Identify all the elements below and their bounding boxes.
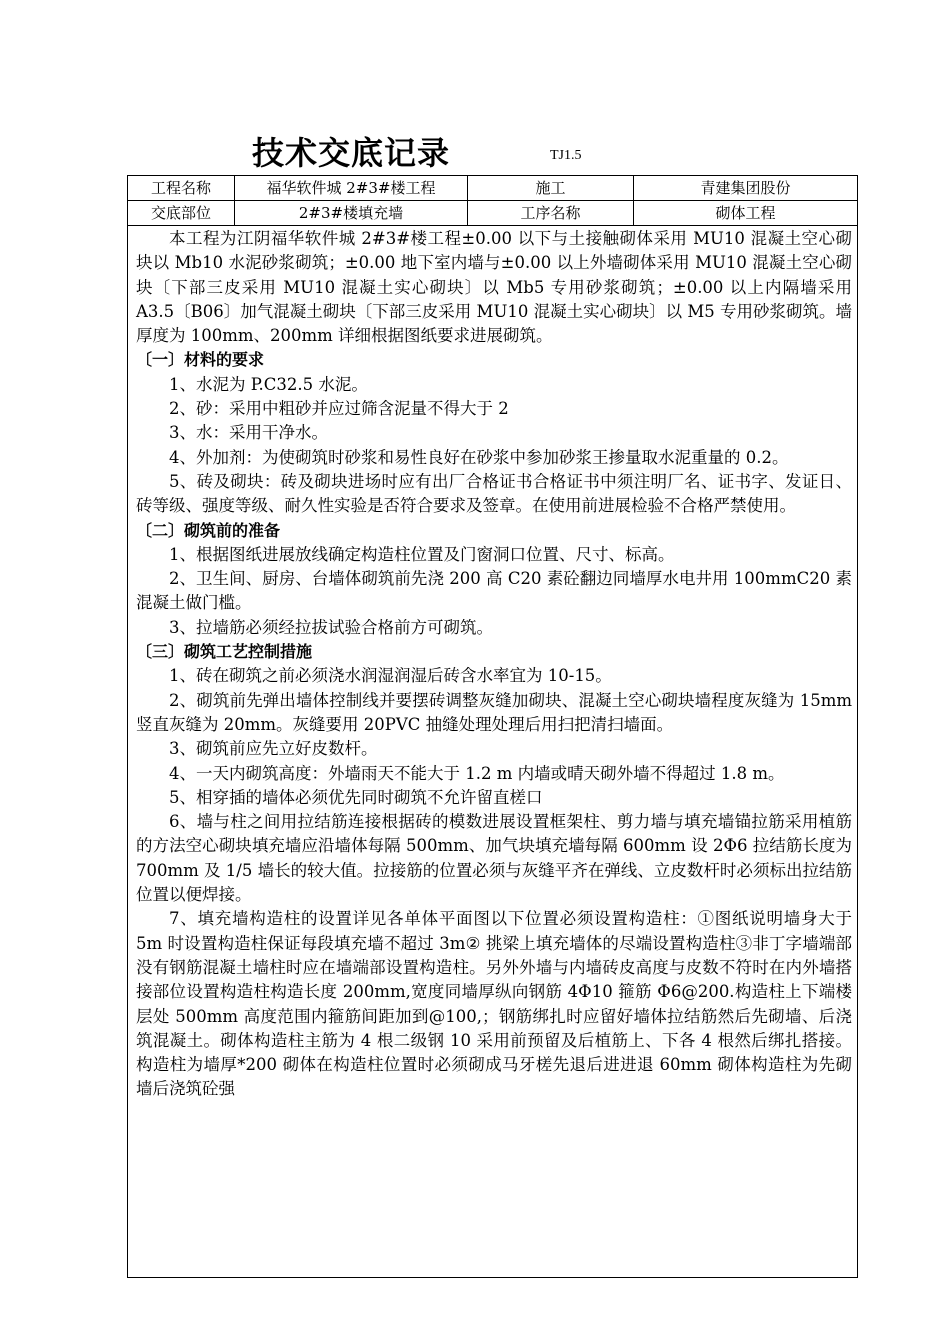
value-disclosure-part: 2#3#楼填充墙 [235, 201, 468, 225]
paragraph: 2、砌筑前先弹出墙体控制线并要摆砖调整灰缝加砌块、混凝土空心砌块墙程度灰缝为 15mm 竖直灰缝为 20mm。灰缝要用 20PVC 抽缝处理处理后用扫把清扫墙面。 [136, 690, 852, 734]
paragraph: 6、墙与柱之间用拉结筋连接根据砖的模数进展设置框架柱、剪力墙与填充墙锚拉筋采用植筋的方法空心砌块填充墙应沿墙体每隔 500mm、加气块填充墙每隔 600mm 设 2Φ6 拉结筋长度为 700mm 及 1/5 墙长的较大值。拉接筋的位置必须与灰缝平齐在弹线、立皮数杆时必须标出拉结筋位置以便焊接。 [136, 812, 852, 905]
table-row-project [128, 176, 857, 201]
section-title-process-control: 〔三〕砌筑工艺控制措施 [136, 642, 313, 662]
paragraph: 5、相穿插的墙体必须优先同时砌筑不允许留直槎口 [169, 787, 543, 807]
paragraph: 1、水泥为 P.C32.5 水泥。 [169, 374, 368, 394]
paragraph: 3、水：采用干净水。 [169, 423, 328, 443]
paragraph: 7、填充墙构造柱的设置详见各单体平面图以下位置必须设置构造柱：①图纸说明墙身大于 5m 时设置构造柱保证每段填充墙不超过 3m② 挑梁上填充墙体的尽端设置构造柱③非丁字墙端部没有钢筋混凝土墙柱时应在墙端部设置构造柱。另外外墙与内墙砖皮高度与皮数不符时在内外墙搭接部位设置构造柱构造长度 200mm,宽度同墙厚纵向钢筋 4Φ10 箍筋 Φ6@200.构造柱上下端楼层处 500mm 高度范围内箍筋间距加到@100,；钢筋绑扎时应留好墙体拉结筋然后先砌墙、后浇筑混凝土。砌体构造柱主筋为 4 根二级钢 10 采用前预留及后植筋上、下各 4 根然后绑扎搭接。构造柱为墙厚*200 砌体在构造柱位置时必须砌成马牙槎先退后进进退 60mm 砌体构造柱为先砌墙后浇筑砼强 [136, 909, 852, 1099]
paragraph: 1、砖在砌筑之前必须浇水润湿润湿后砖含水率宜为 10-15。 [169, 666, 612, 686]
paragraph: 4、一天内砌筑高度：外墙雨天不能大于 1.2 m 内墙或晴天砌外墙不得超过 1.8 m。 [169, 763, 785, 783]
paragraph: 2、卫生间、厨房、台墙体砌筑前先浇 200 高 C20 素砼翻边同墙厚水电井用 100mmC20 素混凝土做门槛。 [136, 569, 852, 613]
paragraph: 3、拉墙筋必须经拉拔试验合格前方可砌筑。 [169, 617, 493, 637]
paragraph: 5、砖及砌块：砖及砌块进场时应有出厂合格证书合格证书中须注明厂名、证书字、发证日、砖等级、强度等级、耐久性实验是否符合要求及签章。在使用前进展检验不合格严禁使用。 [136, 471, 852, 516]
paragraph: 3、砌筑前应先立好皮数杆。 [169, 739, 378, 759]
section-title-materials: 〔一〕材料的要求 [136, 350, 265, 370]
paragraph: 2、砂：采用中粗砂并应过筛含泥量不得大于 2 [169, 399, 509, 419]
table-row-part [128, 201, 857, 226]
section-title-preparation: 〔二〕砌筑前的准备 [136, 520, 281, 540]
value-process-name: 砌体工程 [715, 204, 776, 222]
label-project-name: 工程名称 [128, 176, 235, 200]
paragraph: 1、根据图纸进展放线确定构造柱位置及门窗洞口位置、尺寸、标高。 [169, 544, 675, 564]
paragraph: 4、外加剂：为使砌筑时砂浆和易性良好在砂浆中参加砂浆王掺量取水泥重量的 0.2。 [169, 447, 789, 467]
label-process-name: 工序名称 [468, 201, 634, 225]
label-construction: 施工 [468, 176, 634, 200]
label-disclosure-part: 交底部位 [128, 201, 235, 225]
value-project-name: 福华软件城 2#3#楼工程 [235, 176, 468, 200]
disclosure-table [127, 175, 858, 1278]
intro-paragraph: 本工程为江阴福华软件城 2#3#楼工程±0.00 以下与土接触砌体采用 MU10 混凝土空心砌块以 Mb10 水泥砂浆砌筑；±0.00 地下室内墙与±0.00 以上外墙砌体采用 MU10 混凝土空心砌块〔下部三皮采用 MU10 混凝土实心砌块〕以 Mb5 专用砂浆砌筑；±0.00 以上内隔墙采用 A3.5〔B06〕加气混凝土砌块〔下部三皮采用 MU10 混凝土实心砌块〕以 M5 专用砂浆砌筑。墙厚度为 100mm、200mm 详细根据图纸要求进展砌筑。 [136, 229, 852, 346]
disclosure-content [136, 227, 852, 1102]
value-construction-unit: 青建集团股份 [700, 179, 791, 197]
document-title: 技术交底记录 [252, 134, 451, 172]
document-code: TJ1.5 [550, 148, 582, 163]
